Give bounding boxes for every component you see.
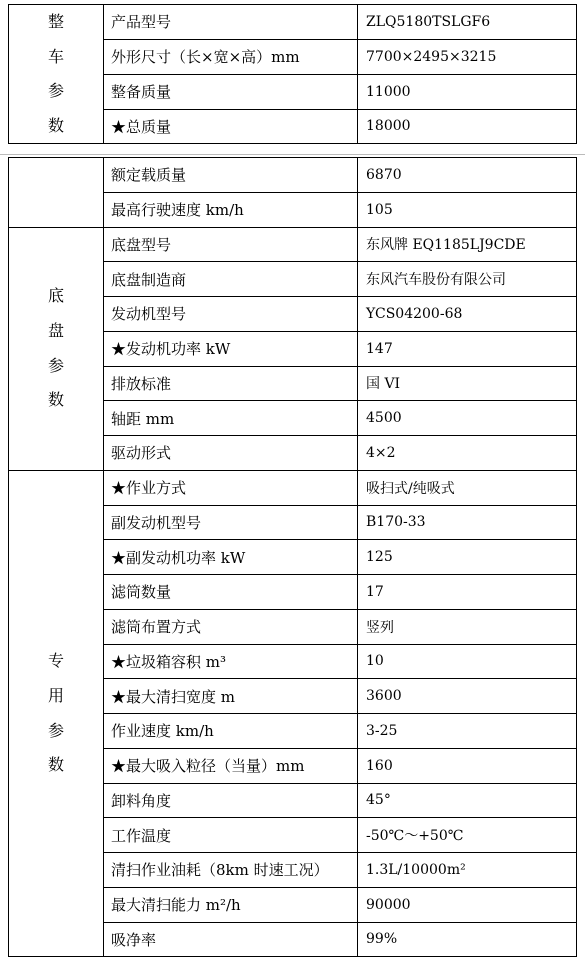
param-value: 4×2	[358, 436, 577, 471]
param-name: 底盘制造商	[104, 262, 358, 297]
category-char: 数	[47, 390, 64, 410]
table-row	[9, 158, 577, 193]
category-char: 参	[47, 81, 64, 101]
param-name: 底盘型号	[104, 227, 358, 262]
param-value: 吸扫式/纯吸式	[358, 470, 577, 505]
param-value: 105	[358, 192, 577, 227]
param-value: 7700×2495×3215	[358, 39, 577, 74]
category-char: 整	[47, 12, 64, 31]
param-value: 1.3L/10000m²	[358, 853, 577, 888]
category-cell	[9, 227, 104, 470]
param-name: ★发动机功率 kW	[104, 331, 358, 366]
param-value: 东风牌 EQ1185LJ9CDE	[358, 227, 577, 262]
param-name: 最高行驶速度 km/h	[104, 192, 358, 227]
table-row	[9, 227, 577, 262]
param-value: 99%	[358, 922, 577, 957]
category-char: 数	[47, 115, 64, 135]
param-name: ★垃圾箱容积 m³	[104, 644, 358, 679]
category-char: 车	[47, 46, 64, 66]
param-value: 3600	[358, 679, 577, 714]
param-name: 排放标准	[104, 366, 358, 401]
vehicle-params-table	[8, 4, 577, 144]
page-separator	[0, 154, 585, 155]
param-name: 吸净率	[104, 922, 358, 957]
category-char: 数	[47, 755, 64, 775]
category-cell-empty	[9, 158, 104, 228]
param-value: B170-33	[358, 505, 577, 540]
param-name: 整备质量	[104, 74, 358, 109]
param-name: 外形尺寸（长×宽×高）mm	[104, 39, 358, 74]
param-name: 轴距 mm	[104, 401, 358, 436]
param-name: 发动机型号	[104, 297, 358, 332]
category-cell	[9, 470, 104, 957]
param-name: 滤筒数量	[104, 575, 358, 610]
chassis-special-params-table	[8, 157, 577, 957]
param-name: ★作业方式	[104, 470, 358, 505]
table-row	[9, 470, 577, 505]
param-value: -50℃～+50℃	[358, 818, 577, 853]
param-value: 147	[358, 331, 577, 366]
param-value: 18000	[358, 109, 577, 144]
param-name: 滤筒布置方式	[104, 609, 358, 644]
category-char: 参	[47, 355, 64, 375]
param-name: 产品型号	[104, 5, 358, 40]
param-name: 卸料角度	[104, 783, 358, 818]
category-char: 盘	[47, 321, 64, 341]
category-char: 专	[47, 651, 64, 671]
category-char: 底	[47, 286, 64, 306]
param-value: 125	[358, 540, 577, 575]
param-value: 160	[358, 748, 577, 783]
param-value: 45°	[358, 783, 577, 818]
param-name: 作业速度 km/h	[104, 714, 358, 749]
param-value: ZLQ5180TSLGF6	[358, 5, 577, 40]
param-name: 工作温度	[104, 818, 358, 853]
param-name: 驱动形式	[104, 436, 358, 471]
table-row	[9, 5, 577, 40]
param-name: ★最大吸入粒径（当量）mm	[104, 748, 358, 783]
param-value: 10	[358, 644, 577, 679]
param-value: 4500	[358, 401, 577, 436]
param-name: ★副发动机功率 kW	[104, 540, 358, 575]
param-value: 6870	[358, 158, 577, 193]
param-name: 副发动机型号	[104, 505, 358, 540]
category-cell	[9, 5, 104, 144]
param-name: 清扫作业油耗（8km 时速工况）	[104, 853, 358, 888]
param-value: 90000	[358, 887, 577, 922]
category-char: 参	[47, 720, 64, 740]
param-value: 17	[358, 575, 577, 610]
category-char: 用	[47, 685, 64, 705]
param-name: ★总质量	[104, 109, 358, 144]
param-name: ★最大清扫宽度 m	[104, 679, 358, 714]
param-name: 额定载质量	[104, 158, 358, 193]
param-value: 东风汽车股份有限公司	[358, 262, 577, 297]
param-value: 竖列	[358, 609, 577, 644]
param-value: 国 VI	[358, 366, 577, 401]
param-name: 最大清扫能力 m²/h	[104, 887, 358, 922]
param-value: YCS04200-68	[358, 297, 577, 332]
param-value: 3-25	[358, 714, 577, 749]
param-value: 11000	[358, 74, 577, 109]
